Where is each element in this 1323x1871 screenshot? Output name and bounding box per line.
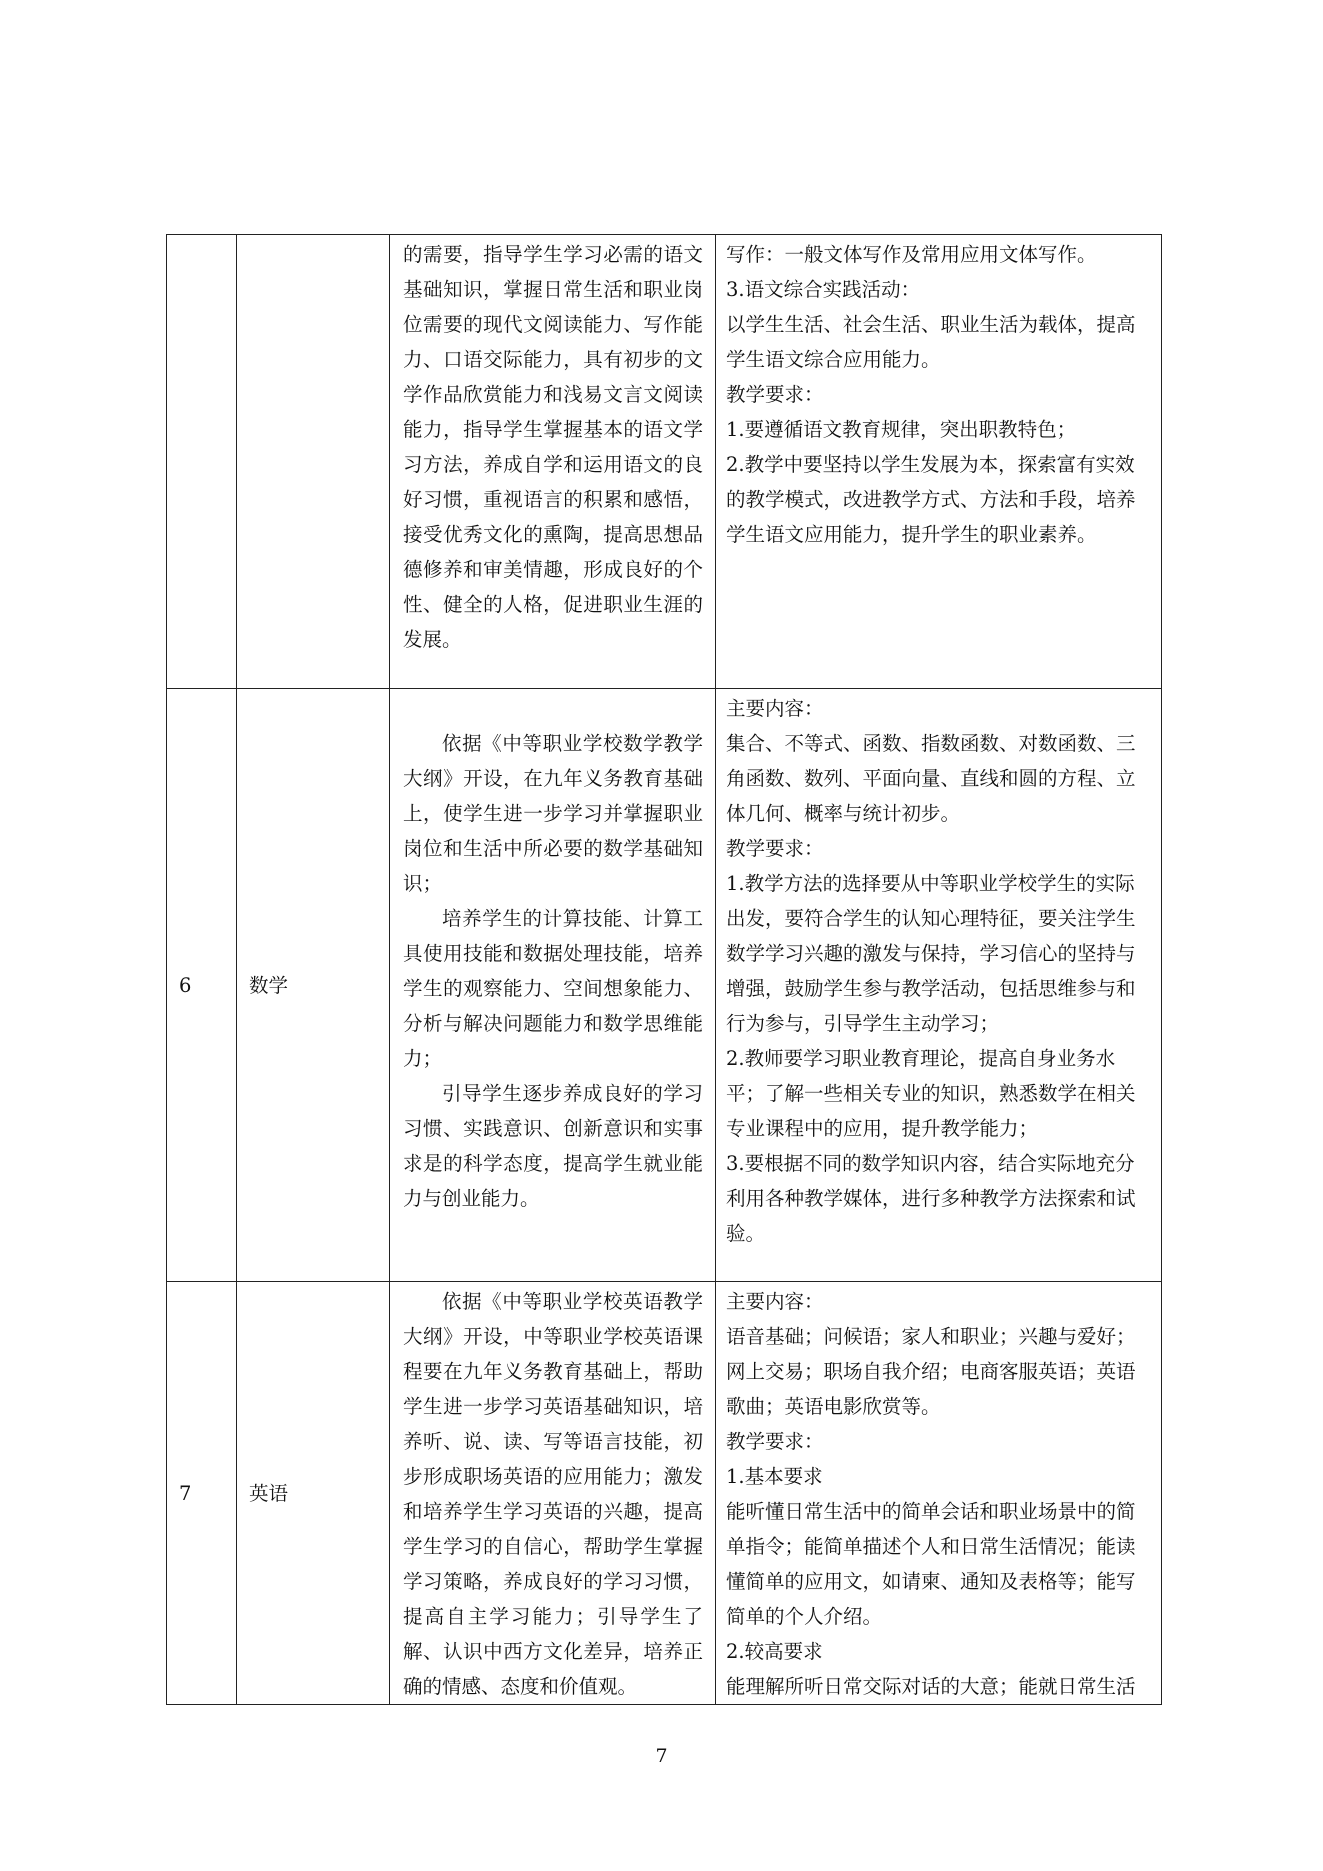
content-line: 以学生生活、社会生活、职业生活为载体，提高学生语文综合应用能力。 [726, 313, 1136, 371]
content-line: 教学要求： [726, 383, 824, 406]
content-line: 1.要遵循语文教育规律，突出职教特色； [726, 418, 1077, 441]
table-row [167, 689, 1162, 1282]
content-line: 教学要求： [726, 837, 824, 860]
content-line: 能理解所听日常交际对话的大意；能就日常生活 [726, 1675, 1136, 1698]
content-line: 主要内容： [726, 1290, 824, 1313]
table-row [167, 235, 1162, 689]
course-name-cell [237, 235, 390, 689]
course-name-cell: 英语 [237, 1282, 390, 1705]
content-line: 3.语文综合实践活动： [726, 278, 921, 301]
content-line: 1.教学方法的选择要从中等职业学校学生的实际出发，要符合学生的认知心理特征，要关注学生数学学习兴趣的激发与保持，学习信心的坚持与增强，鼓励学生参与教学活动，包括思维参与和行为参与，引导学生主动学习； [726, 872, 1136, 1035]
content-line: 2.教学中要坚持以学生发展为本，探索富有实效的教学模式，改进教学方式、方法和手段，培养学生语文应用能力，提升学生的职业素养。 [726, 453, 1136, 546]
content-line: 3.要根据不同的数学知识内容，结合实际地充分利用各种教学媒体，进行多种教学方法探索和试验。 [726, 1152, 1136, 1245]
content-line: 教学要求： [726, 1430, 824, 1453]
goal-paragraph: 的需要，指导学生学习必需的语文基础知识，掌握日常生活和职业岗位需要的现代文阅读能力、写作能力、口语交际能力，具有初步的文学作品欣赏能力和浅易文言文阅读能力，指导学生掌握基本的语文学习方法，养成自学和运用语文的良好习惯，重视语言的积累和感悟，接受优秀文化的熏陶，提高思想品德修养和审美情趣，形成良好的个性、健全的人格，促进职业生涯的发展。 [403, 243, 703, 651]
course-goal-cell [390, 235, 716, 689]
content-line: 2.教师要学习职业教育理论，提高自身业务水平；了解一些相关专业的知识，熟悉数学在相关专业课程中的应用，提升教学能力； [726, 1047, 1136, 1140]
content-line: 集合、不等式、函数、指数函数、对数函数、三角函数、数列、平面向量、直线和圆的方程、立体几何、概率与统计初步。 [726, 732, 1136, 825]
course-number-cell: 7 [167, 1282, 237, 1705]
table-row [167, 1282, 1162, 1705]
goal-paragraph: 依据《中等职业学校英语教学大纲》开设，中等职业学校英语课程要在九年义务教育基础上，帮助学生进一步学习英语基础知识，培养听、说、读、写等语言技能，初步形成职场英语的应用能力；激发和培养学生学习英语的兴趣，提高学生学习的自信心，帮助学生掌握学习策略，养成良好的学习习惯，提高自主学习能力；引导学生了解、认识中西方文化差异，培养正确的情感、态度和价值观。 [403, 1290, 703, 1698]
course-goal-cell [390, 1282, 716, 1705]
goal-paragraph: 依据《中等职业学校数学教学大纲》开设，在九年义务教育基础上，使学生进一步学习并掌握职业岗位和生活中所必要的数学基础知识； [403, 732, 703, 895]
course-goal-cell [390, 689, 716, 1282]
course-content-cell [716, 235, 1162, 689]
goal-paragraph: 培养学生的计算技能、计算工具使用技能和数据处理技能，培养学生的观察能力、空间想象能力、分析与解决问题能力和数学思维能力； [403, 907, 703, 1070]
curriculum-table [166, 234, 1162, 1705]
goal-paragraph: 引导学生逐步养成良好的学习习惯、实践意识、创新意识和实事求是的科学态度，提高学生就业能力与创业能力。 [403, 1082, 703, 1210]
course-content-cell [716, 689, 1162, 1282]
course-content-cell [716, 1282, 1162, 1705]
content-line: 语音基础；问候语；家人和职业；兴趣与爱好；网上交易；职场自我介绍；电商客服英语；英语歌曲；英语电影欣赏等。 [726, 1325, 1136, 1418]
page-number: 7 [655, 1745, 668, 1767]
content-line: 能听懂日常生活中的简单会话和职业场景中的简单指令；能简单描述个人和日常生活情况；能读懂简单的应用文，如请柬、通知及表格等；能写简单的个人介绍。 [726, 1500, 1136, 1628]
content-line: 1.基本要求 [726, 1465, 823, 1488]
course-number-cell [167, 235, 237, 689]
content-line: 主要内容： [726, 697, 824, 720]
content-line: 写作：一般文体写作及常用应用文体写作。 [726, 243, 1097, 266]
course-name-cell: 数学 [237, 689, 390, 1282]
course-number-cell: 6 [167, 689, 237, 1282]
content-line: 2.较高要求 [726, 1640, 823, 1663]
